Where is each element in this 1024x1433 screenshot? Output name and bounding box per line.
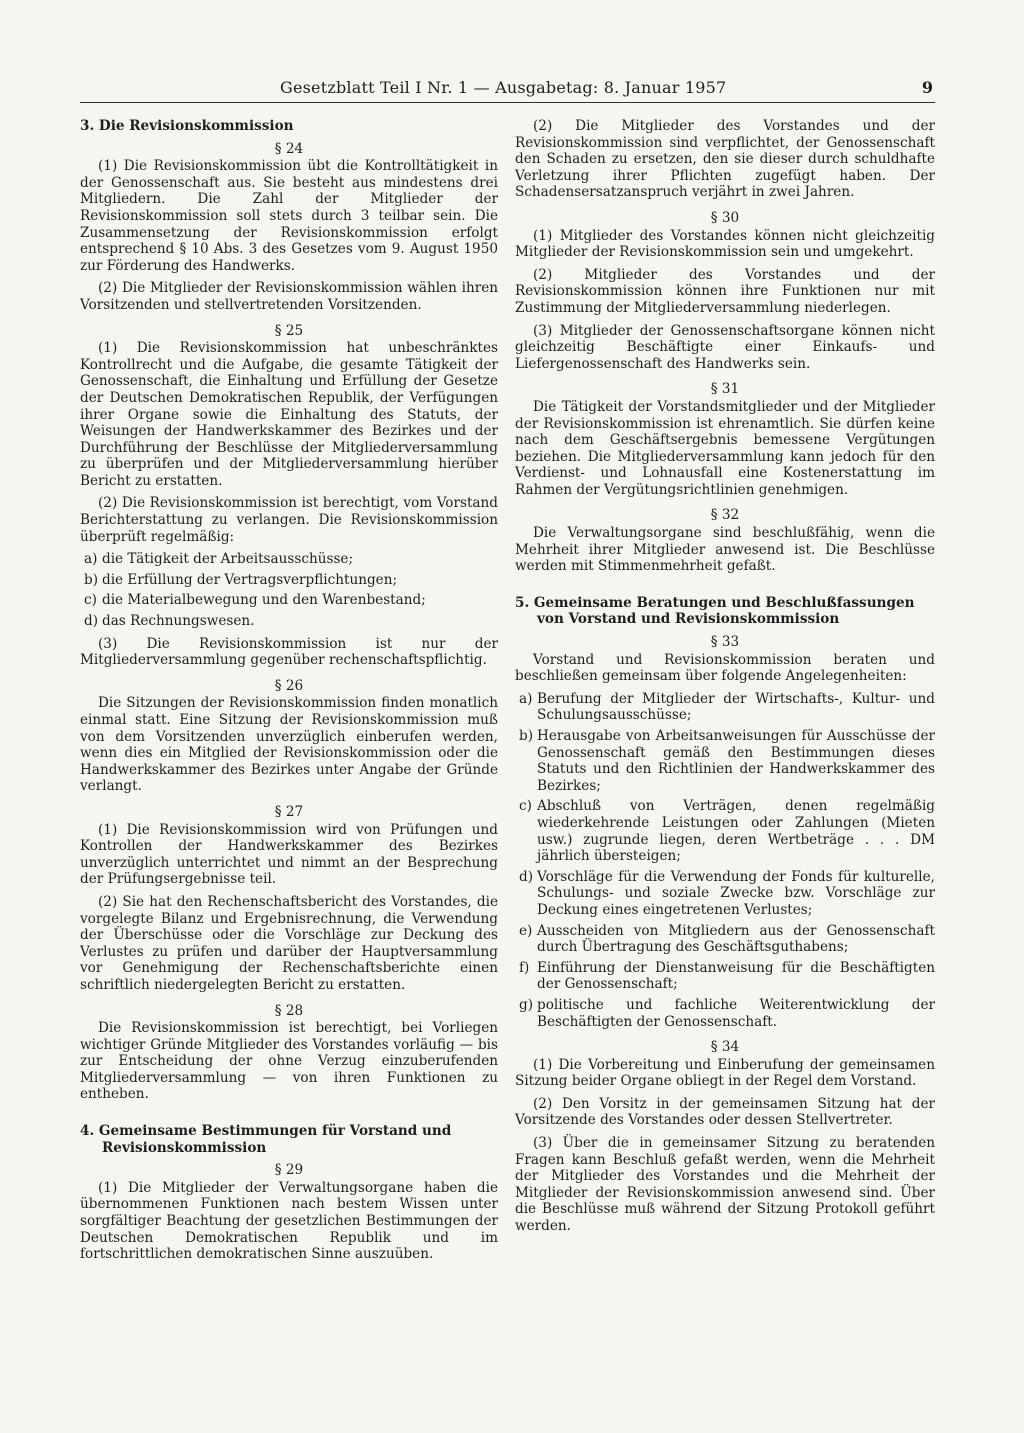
paragraph-30-1: (1) Mitglieder des Vorstandes können nicht gleichzeitig Mitglieder der Revisionskommission sein und umgekehrt. [515,227,935,261]
list-item: b) Herausgabe von Arbeitsanweisungen für Ausschüsse der Genossenschaft gemäß den Bestimmungen dieses Statuts und den Richtlinien der Handwerkskammer des Bezirkes; [519,728,935,794]
paragraph-27-1: (1) Die Revisionskommission wird von Prüfungen und Kontrollen der Handwerkskammer des Bezirkes unverzüglich unterrichtet und nimmt an der Besprechung der Prüfungsergebnisse teil. [80,821,498,888]
paragraph-30-label: § 30 [710,209,740,226]
paragraph-34-label: § 34 [710,1039,740,1056]
paragraph-27-label: § 27 [274,803,304,820]
right-column [515,118,935,1241]
paragraph-27-2: (2) Sie hat den Rechenschaftsbericht des Vorstandes, die vorgelegte Bilanz und Ergebnisrechnung, die Verwendung der Überschüsse oder die Vorschläge zur Deckung des Verlustes zu prüfen und darüber der Hauptversammlung vor Genehmigung der Rechenschaftsberichte einen schriftlich niedergelegten Bericht zu erstatten. [80,893,498,993]
list-item: b) die Erfüllung der Vertragsverpflichtungen; [84,571,398,588]
paragraph-26-label: § 26 [274,677,304,694]
list-25 [80,551,498,629]
paragraph-24-label: § 24 [274,140,304,157]
header-title: Gesetzblatt Teil I Nr. 1 — Ausgabetag: 8. Januar 1957 [280,78,727,97]
paragraph-30-3: (3) Mitglieder der Genossenschaftsorgane können nicht gleichzeitig Beschäftigte einer Einkaufs- und Liefergenossenschaft des Handwerks sein. [515,322,935,372]
heading-section-3: 3. Die Revisionskommission [80,118,294,134]
paragraph-33-1: Vorstand und Revisionskommission beraten und beschließen gemeinsam über folgende Angelegenheiten: [515,651,935,685]
list-item: a) Berufung der Mitglieder der Wirtschafts-, Kultur- und Schulungsausschüsse; [519,690,935,724]
list-item: g) politische und fachliche Weiterentwicklung der Beschäftigten der Genossenschaft. [519,996,935,1030]
paragraph-32-label: § 32 [710,507,740,524]
paragraph-28-1: Die Revisionskommission ist berechtigt, bei Vorliegen wichtiger Gründe Mitglieder des Vorstandes vorläufig — bis zur Entscheidung der ohne Verzug einzuberufenden Mitgliederversammlung — von ihren Funktionen zu entheben. [80,1020,498,1103]
list-item: d) das Rechnungswesen. [84,613,255,630]
page-number: 9 [921,78,933,97]
heading-section-4: 4. Gemeinsame Bestimmungen für Vorstand und Revisionskommission [80,1123,452,1156]
paragraph-24-1: (1) Die Revisionskommission übt die Kontrolltätigkeit in der Genossenschaft aus. Sie besteht aus mindestens drei Mitgliedern. Die Zahl der Mitglieder der Revisionskommission soll stets durch 3 teilbar sein. Die Zusammensetzung der Revisionskommission erfolgt entsprechend § 10 Abs. 3 des Gesetzes vom 9. August 1950 zur Förderung des Handwerks. [80,158,498,274]
paragraph-33-label: § 33 [710,634,740,651]
list-item: e) Ausscheiden von Mitgliedern aus der Genossenschaft durch Übertragung des Geschäftsguthabens; [519,922,935,956]
list-item: d) Vorschläge für die Verwendung der Fonds für kulturelle, Schulungs- und soziale Zwecke bzw. Vorschläge zur Deckung eines eingetretenen Verlustes; [519,868,935,918]
paragraph-31-label: § 31 [710,381,740,398]
paragraph-29-2: (2) Die Mitglieder des Vorstandes und der Revisionskommission sind verpflichtet, der Genossenschaft den Schaden zu ersetzen, den sie dieser durch schuldhafte Verletzung ihrer Pflichten zugefügt haben. Der Schadensersatzanspruch verjährt in zwei Jahren. [515,118,935,201]
paragraph-24-2: (2) Die Mitglieder der Revisionskommission wählen ihren Vorsitzenden und stellvertretenden Vorsitzenden. [80,280,498,313]
page-header [80,76,935,103]
heading-section-5: 5. Gemeinsame Beratungen und Beschlußfassungen von Vorstand und Revisionskommission [515,594,915,628]
paragraph-25-label: § 25 [274,322,304,339]
list-item: c) Abschluß von Verträgen, denen regelmäßig wiederkehrende Leistungen oder Zahlungen (Mieten usw.) zugrunde liegen, deren Wertbeträge . . . DM jährlich übersteigen; [519,798,935,865]
paragraph-29-label: § 29 [274,1162,304,1179]
paragraph-25-1: (1) Die Revisionskommission hat unbeschränktes Kontrollrecht und die Aufgabe, die gesamte Tätigkeit der Genossenschaft, die Einhaltung und Erfüllung der Gesetze der Deutschen Demokratischen Republik, der Verfügungen ihrer Organe sowie die Einhaltung des Statuts, der Weisungen der Handwerkskammer des Bezirkes und der Durchführung der Beschlüsse der Mitgliederversammlung zu überprüfen und der Mitgliederversammlung hierüber Bericht zu erstatten. [80,340,498,489]
list-33 [515,691,935,1030]
list-item: c) die Materialbewegung und den Warenbestand; [84,592,426,609]
paragraph-34-2: (2) Den Vorsitz in der gemeinsamen Sitzung hat der Vorsitzende des Vorstandes oder dessen Stellvertreter. [515,1095,935,1129]
paragraph-25-2: (2) Die Revisionskommission ist berechtigt, vom Vorstand Berichterstattung zu verlangen. Die Revisionskommission überprüft regelmäßig: [80,495,498,545]
paragraph-31-1: Die Tätigkeit der Vorstandsmitglieder und der Mitglieder der Revisionskommission ist ehrenamtlich. Sie dürfen keine nach dem Geschäftsergebnis bemessene Vergütungen beziehen. Die Mitgliederversammlung kann jedoch für den Verdienst- und Lohnausfall eine Kostenerstattung im Rahmen der Vergütungsrichtlinien genehmigen. [515,398,935,498]
paragraph-30-2: (2) Mitglieder des Vorstandes und der Revisionskommission können ihre Funktionen nur mit Zustimmung der Mitgliederversammlung niederlegen. [515,266,935,316]
left-column [80,118,498,1269]
paragraph-25-3: (3) Die Revisionskommission ist nur der Mitgliederversammlung gegenüber rechenschaftspflichtig. [80,635,498,669]
paragraph-29-1: (1) Die Mitglieder der Verwaltungsorgane haben die übernommenen Funktionen nach bestem Wissen unter sorgfältiger Beachtung der gesetzlichen Bestimmungen der Deutschen Demokratischen Republik und im fortschrittlichen demokratischen Sinne auszuüben. [80,1179,498,1263]
list-item: f) Einführung der Dienstanweisung für die Beschäftigten der Genossenschaft; [519,959,935,993]
paragraph-34-3: (3) Über die in gemeinsamer Sitzung zu beratenden Fragen kann Beschluß gefaßt werden, wenn die Mehrheit der Mitglieder des Vorstandes und die Mehrheit der Mitglieder der Revisionskommission anwesend sind. Über die Beschlüsse muß während der Sitzung Protokoll geführt werden. [515,1135,935,1235]
paragraph-32-1: Die Verwaltungsorgane sind beschlußfähig, wenn die Mehrheit ihrer Mitglieder anwesend ist. Die Beschlüsse werden mit Stimmenmehrheit gefaßt. [515,525,935,575]
paragraph-28-label: § 28 [274,1002,304,1019]
paragraph-26-1: Die Sitzungen der Revisionskommission finden monatlich einmal statt. Eine Sitzung der Revisionskommission muß von dem Vorsitzenden unverzüglich einberufen werden, wenn dies ein Mitglied der Revisionskommission oder die Handwerkskammer des Bezirkes unter Angabe der Gründe verlangt. [80,695,498,795]
list-item: a) die Tätigkeit der Arbeitsausschüsse; [84,551,354,568]
paragraph-34-1: (1) Die Vorbereitung und Einberufung der gemeinsamen Sitzung beider Organe obliegt in der Regel dem Vorstand. [515,1056,935,1090]
